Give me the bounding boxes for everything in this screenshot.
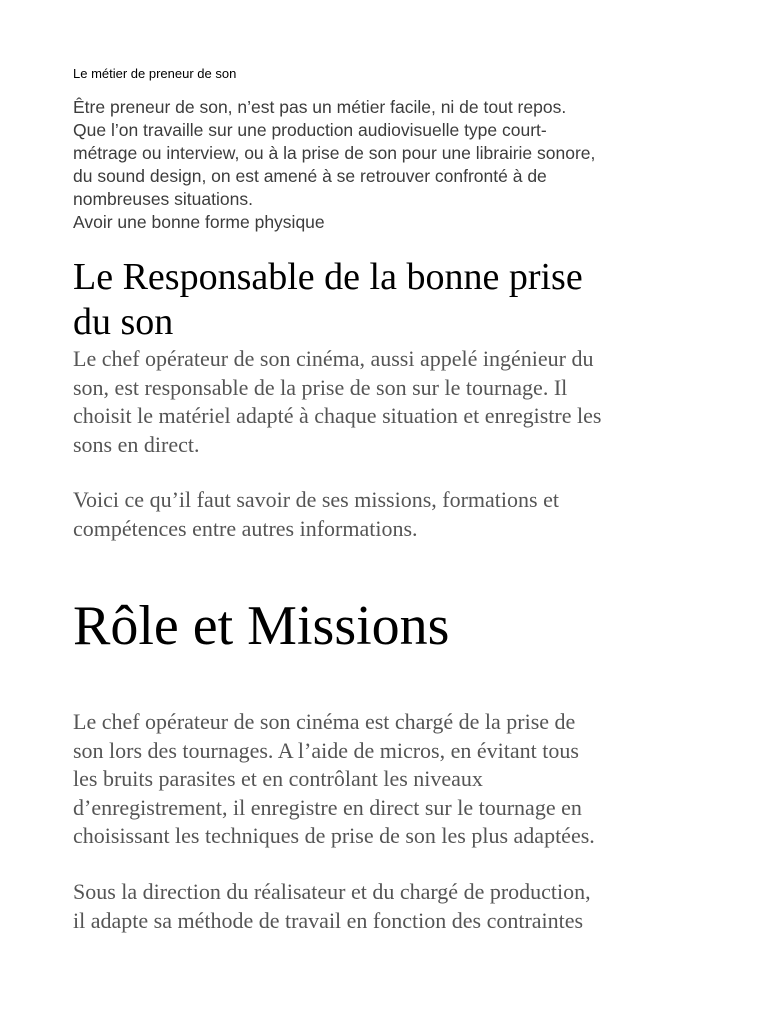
heading-roles-missions: Rôle et Missions: [73, 595, 450, 657]
intro-paragraph: [73, 96, 713, 234]
intro-line: métrage ou interview, ou à la prise de son pour une librairie sonore,: [73, 143, 596, 163]
paragraph-line: Sous la direction du réalisateur et du chargé de production,: [73, 879, 591, 904]
intro-line: Que l’on travaille sur une production audiovisuelle type court-: [73, 120, 547, 140]
heading-line: Le Responsable de la bonne prise: [73, 256, 583, 298]
intro-line: Avoir une bonne forme physique: [73, 212, 325, 232]
intro-line: Être preneur de son, n’est pas un métier facile, ni de tout repos.: [73, 97, 567, 117]
paragraph-roles-description: [73, 708, 713, 851]
paragraph-line: il adapte sa méthode de travail en fonction des contraintes: [73, 907, 584, 933]
paragraph-line: son, est responsable de la prise de son sur le tournage. Il: [73, 374, 568, 400]
paragraph-direction: [73, 878, 713, 935]
paragraph-line: choisit le matériel adapté à chaque situation et enregistre les: [73, 403, 602, 428]
paragraph-line: d’enregistrement, il enregistre en direct sur le tournage en: [73, 794, 582, 820]
paragraph-line: son lors des tournages. A l’aide de micros, en évitant tous: [73, 737, 579, 763]
paragraph-line: compétences entre autres informations.: [73, 515, 418, 541]
paragraph-line: Le chef opérateur de son cinéma, aussi appelé ingénieur du: [73, 346, 594, 371]
document-small-title: Le métier de preneur de son: [73, 66, 237, 81]
heading-responsable: [73, 255, 713, 345]
paragraph-voici: [73, 486, 713, 543]
intro-line: du sound design, on est amené à se retrouver confronté à de: [73, 166, 547, 186]
paragraph-line: Le chef opérateur de son cinéma est chargé de la prise de: [73, 709, 576, 734]
paragraph-line: les bruits parasites et en contrôlant les niveaux: [73, 766, 483, 791]
paragraph-line: choisissant les techniques de prise de son les plus adaptées.: [73, 823, 595, 848]
intro-line: nombreuses situations.: [73, 189, 253, 209]
paragraph-line: sons en direct.: [73, 431, 200, 457]
paragraph-line: Voici ce qu’il faut savoir de ses missions, formations et: [73, 487, 559, 512]
heading-line: du son: [73, 301, 174, 343]
paragraph-responsable-description: [73, 345, 713, 459]
